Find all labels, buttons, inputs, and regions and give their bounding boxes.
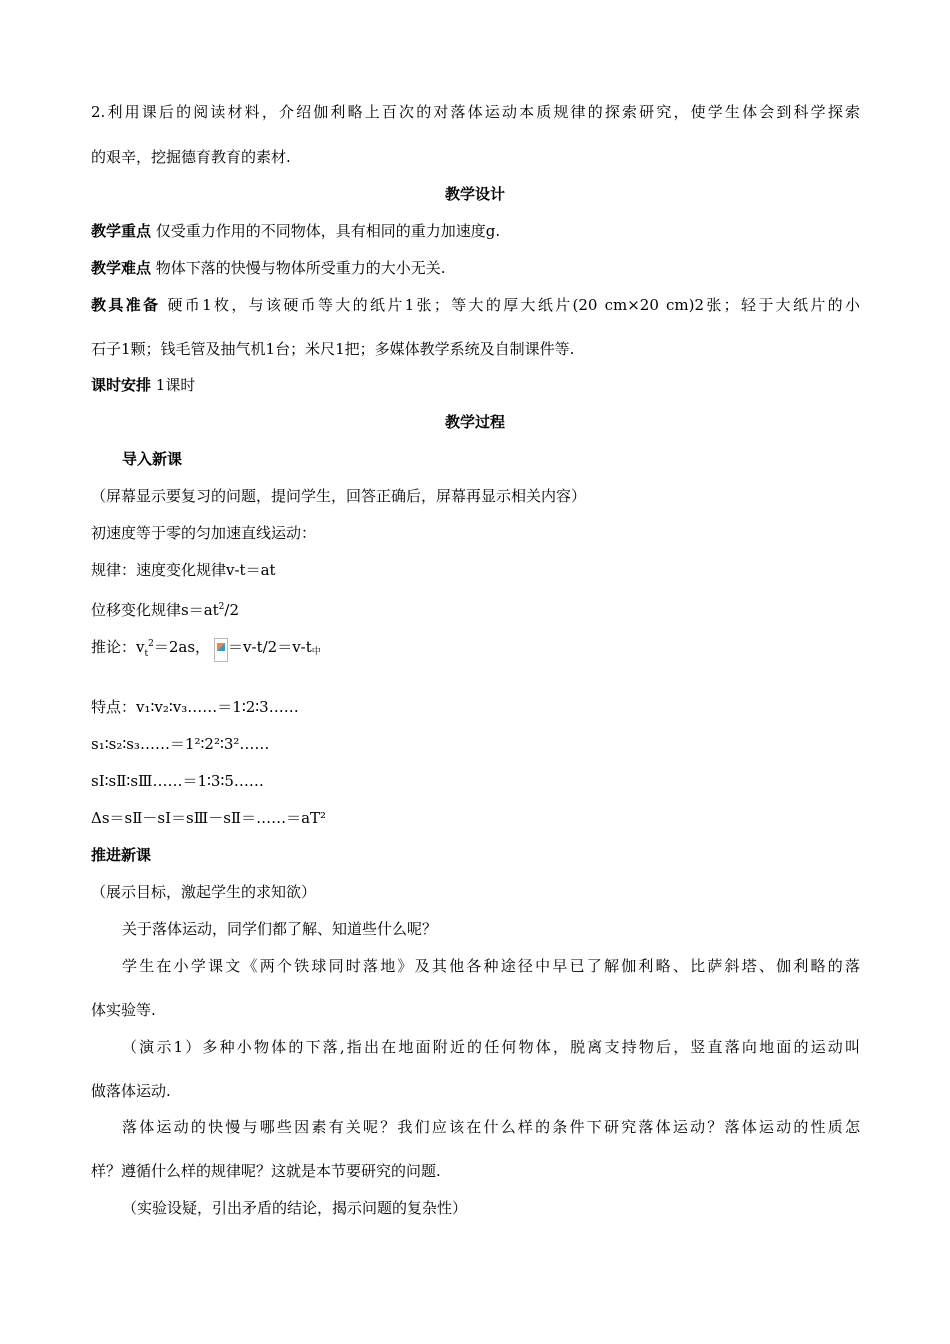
schedule-text: 1课时 [151,376,196,394]
feature-difference: Δs＝sⅡ－sⅠ＝sⅢ－sⅡ＝……＝aT² [91,809,327,827]
paragraph-1-line-2: 体实验等. [91,1001,156,1019]
rule-displacement-suffix: /2 [224,601,240,619]
goal-note: （展示目标，激起学生的求知欲） [91,883,317,901]
feature-velocity-ratio: 特点：v₁∶v₂∶v₃……＝1∶2∶3…… [91,698,299,716]
rule-velocity: 规律：速度变化规律v-t＝at [91,561,276,579]
motion-title: 初速度等于零的匀加速直线运动： [91,524,317,542]
question-1: 关于落体运动，同学们都了解、知道些什么呢？ [122,920,438,938]
experiment-note: （实验设疑，引出矛盾的结论，揭示问题的复杂性） [122,1199,468,1217]
difficulty-text: 物体下落的快慢与物体所受重力的大小无关. [151,259,446,277]
difficulty-point [91,258,446,278]
key-point-label: 教学重点 [91,222,152,240]
new-lesson-heading: 推进新课 [91,846,152,864]
key-point-text: 仅受重力作用的不同物体，具有相同的重力加速度g. [151,222,501,240]
paragraph-1-line-1: 学生在小学课文《两个铁球同时落地》及其他各种途径中早已了解伽利略、比萨斜塔、伽利略的落 [122,957,860,975]
schedule-label: 课时安排 [91,376,152,394]
tools-text-1: 硬币1枚，与该硬币等大的纸片1张；等大的厚大纸片(20 cm×20 cm)2张；轻于大纸片的小 [160,296,860,314]
rule-displacement-text: 位移变化规律s＝at [91,601,219,619]
tools-line-1 [91,295,860,315]
inference-sub: t [144,649,149,659]
rule-displacement [91,597,239,620]
inference-suffix: ＝v-t/2＝v-t [228,638,312,656]
tools-label: 教具准备 [91,296,161,314]
feature-successive-ratio: sⅠ∶sⅡ∶sⅢ……＝1∶3∶5…… [91,772,264,790]
section-heading-design: 教学设计 [444,185,505,203]
inference-prefix: 推论：v [91,638,145,656]
question-2-line-2: 样？遵循什么样的规律呢？这就是本节要研究的问题. [91,1162,441,1180]
broken-image-icon [214,638,228,662]
key-point [91,221,500,241]
inference-mid: ＝2as， [153,638,211,656]
intro-line-1: 2.利用课后的阅读材料，介绍伽利略上百次的对落体运动本质规律的探索研究，使学生体会到科学探索 [91,103,860,121]
screen-note: （屏幕显示要复习的问题，提问学生，回答正确后，屏幕再显示相关内容） [91,487,587,505]
rule-displacement-sup: 2 [218,602,225,612]
demo-line-2: 做落体运动. [91,1082,171,1100]
inference [91,634,321,664]
intro-new-lesson-heading: 导入新课 [122,450,183,468]
question-2-line-1: 落体运动的快慢与哪些因素有关呢？我们应该在什么样的条件下研究落体运动？落体运动的性质怎 [122,1118,860,1136]
inference-subscript: 中 [311,647,321,657]
inference-sup: 2 [148,639,154,649]
difficulty-label: 教学难点 [91,259,152,277]
feature-displacement-ratio: s₁∶s₂∶s₃……＝1²∶2²∶3²…… [91,735,270,753]
demo-line-1: （演示1）多种小物体的下落,指出在地面附近的任何物体，脱离支持物后，竖直落向地面的运动叫 [122,1038,860,1056]
intro-line-2: 的艰辛，挖掘德育教育的素材. [91,148,291,166]
tools-line-2: 石子1颗；钱毛管及抽气机1台；米尺1把；多媒体教学系统及自制课件等. [91,340,575,358]
schedule [91,375,195,395]
section-heading-process: 教学过程 [444,413,505,431]
